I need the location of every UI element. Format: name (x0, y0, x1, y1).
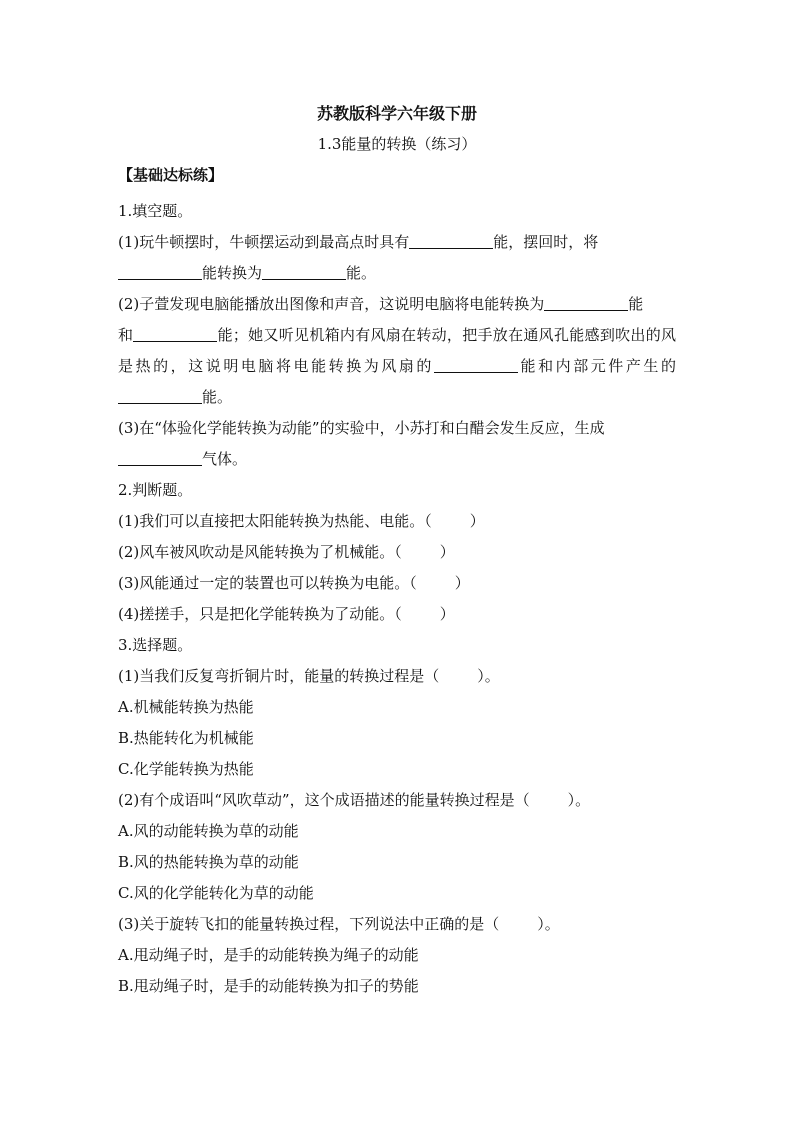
q3-option-1b: B.热能转化为机械能 (118, 729, 254, 747)
answer-blank[interactable] (118, 264, 202, 280)
q3-option-2b: B.风的热能转换为草的动能 (118, 853, 299, 871)
q1-item-3: (3)在“体验化学能转换为动能”的实验中，小苏打和白醋会发生反应，生成 气体。 (118, 419, 605, 468)
q3-option-2c: C.风的化学能转化为草的动能 (118, 884, 314, 902)
worksheet-content (118, 196, 676, 1002)
q3-stem-2: (2)有个成语叫“风吹草动”，这个成语描述的能量转换过程是（ ）。 (118, 791, 591, 809)
q3-option-3a: A.甩动绳子时，是手的动能转换为绳子的动能 (118, 946, 419, 964)
q1-heading: 1.填空题。 (118, 202, 193, 220)
q2-heading: 2.判断题。 (118, 481, 193, 499)
q1-item-2: (2)子萱发现电脑能播放出图像和声音，这说明电脑将电能转换为 能 和 能；她又听见机箱内有风扇在转动，把手放在通风孔能感到吹出的风是热的，这说明电脑将电能转换为风扇的 能和内部元件产生的能。 (118, 295, 676, 406)
q1-item-1: (1)玩牛顿摆时，牛顿摆运动到最高点时具有 能，摆回时，将 能转换为 能。 (118, 233, 599, 282)
answer-blank[interactable] (118, 388, 202, 404)
q2-item-4: (4)搓搓手，只是把化学能转换为了动能。（ ） (118, 605, 455, 623)
answer-blank[interactable] (133, 326, 217, 342)
answer-blank[interactable] (544, 295, 628, 311)
q3-stem-1: (1)当我们反复弯折铜片时，能量的转换过程是（ ）。 (118, 667, 500, 685)
q2-item-3: (3)风能通过一定的装置也可以转换为电能。（ ） (118, 574, 470, 592)
answer-blank[interactable] (409, 233, 493, 249)
answer-blank[interactable] (434, 357, 518, 373)
q2-item-1: (1)我们可以直接把太阳能转换为热能、电能。（ ） (118, 512, 485, 530)
document-subtitle: 1.3能量的转换（练习） (317, 135, 477, 153)
q3-option-1c: C.化学能转换为热能 (118, 760, 254, 778)
q3-heading: 3.选择题。 (118, 636, 193, 654)
q3-option-1a: A.机械能转换为热能 (118, 698, 254, 716)
section-heading: 【基础达标练】 (118, 166, 224, 184)
q3-option-3b: B.甩动绳子时，是手的动能转换为扣子的势能 (118, 977, 419, 995)
q2-item-2: (2)风车被风吹动是风能转换为了机械能。（ ） (118, 543, 455, 561)
document-title: 苏教版科学六年级下册 (316, 104, 477, 123)
q3-option-2a: A.风的动能转换为草的动能 (118, 822, 299, 840)
q3-stem-3: (3)关于旋转飞扣的能量转换过程，下列说法中正确的是（ ）。 (118, 915, 560, 933)
answer-blank[interactable] (118, 450, 202, 466)
answer-blank[interactable] (262, 264, 346, 280)
